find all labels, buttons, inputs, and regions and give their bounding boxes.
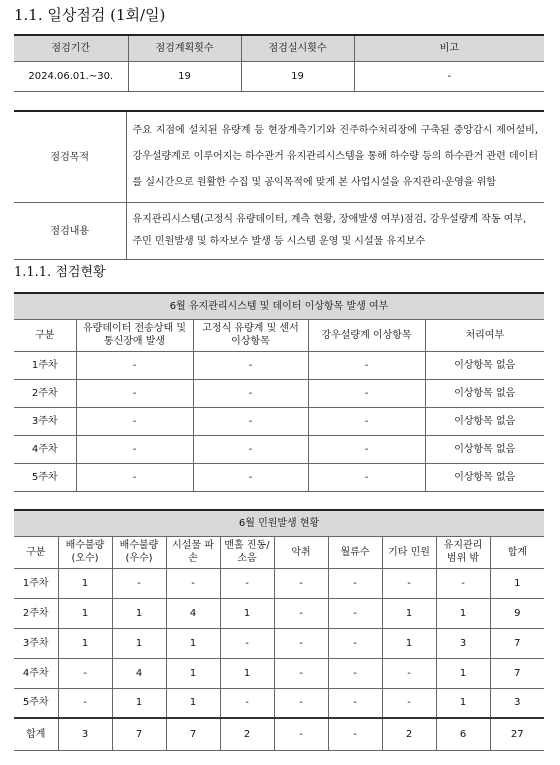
total-cell: 7 bbox=[490, 658, 544, 688]
table-row bbox=[14, 658, 544, 688]
purpose-table bbox=[14, 110, 544, 260]
purpose-text: 주요 지점에 설치된 유량계 등 현장계측기기와 진주하수처리장에 구축된 중앙감시 제어설비, 강우설량계로 이루어지는 하수관거 유지관리시스템을 통해 하수량 등의 하수관거 관련 데이터를 실시간으로 원활한 수집 및 공익목적에 맞게 본 사업시설을 유지관리·운영을 위함 bbox=[126, 111, 544, 203]
table-cell: - bbox=[76, 407, 193, 435]
table-cell: - bbox=[112, 568, 166, 598]
status-cell: 이상항목 없음 bbox=[425, 435, 544, 463]
anomaly-table-title: 6월 유지관리시스템 및 데이터 이상항목 발생 여부 bbox=[14, 293, 544, 319]
table-row bbox=[14, 435, 544, 463]
table-cell: 7 bbox=[112, 718, 166, 750]
complaints-header-other: 기타 민원 bbox=[382, 536, 436, 568]
header-remarks: 비고 bbox=[354, 35, 544, 61]
table-cell: 1 bbox=[382, 598, 436, 628]
table-cell: - bbox=[58, 688, 112, 718]
table-cell: 6 bbox=[436, 718, 490, 750]
content-text: 유지관리시스템(고정식 유량데이터, 계측 현황, 장애발생 여부)점검, 강우설량계 작동 여부, 주민 민원발생 및 하자보수 발생 등 시스템 운영 및 시설물 유지보수 bbox=[126, 203, 544, 260]
complaints-table bbox=[14, 509, 544, 751]
table-row bbox=[14, 688, 544, 718]
week-cell: 5주차 bbox=[14, 463, 76, 491]
table-cell: - bbox=[220, 628, 274, 658]
status-cell: 이상항목 없음 bbox=[425, 407, 544, 435]
status-cell: 이상항목 없음 bbox=[425, 379, 544, 407]
table-cell: - bbox=[308, 351, 425, 379]
week-cell: 5주차 bbox=[14, 688, 58, 718]
table-cell: - bbox=[166, 568, 220, 598]
table-cell: 2 bbox=[382, 718, 436, 750]
complaints-header-total: 합계 bbox=[490, 536, 544, 568]
table-cell: 1 bbox=[166, 628, 220, 658]
complaints-header-manhole: 맨홀 진동/소음 bbox=[220, 536, 274, 568]
anomaly-header-raingauge: 강우설량계 이상항목 bbox=[308, 319, 425, 351]
table-cell: - bbox=[274, 598, 328, 628]
table-cell: - bbox=[328, 718, 382, 750]
table-cell: - bbox=[308, 435, 425, 463]
table-cell: - bbox=[328, 658, 382, 688]
week-cell: 4주차 bbox=[14, 435, 76, 463]
table-row bbox=[14, 379, 544, 407]
table-cell: 4 bbox=[166, 598, 220, 628]
table-cell: 1 bbox=[220, 658, 274, 688]
table-row bbox=[14, 598, 544, 628]
table-row bbox=[14, 628, 544, 658]
table-cell: - bbox=[76, 379, 193, 407]
content-label: 점검내용 bbox=[14, 203, 126, 260]
table-cell: - bbox=[76, 351, 193, 379]
table-row bbox=[14, 568, 544, 598]
complaints-header-drain-rain: 배수불량 (우수) bbox=[112, 536, 166, 568]
week-cell: 2주차 bbox=[14, 379, 76, 407]
subsection-heading: 1.1.1. 점검현황 bbox=[14, 265, 106, 280]
purpose-label: 점검목적 bbox=[14, 111, 126, 203]
table-cell: - bbox=[328, 598, 382, 628]
table-cell: - bbox=[193, 379, 308, 407]
table-row bbox=[14, 407, 544, 435]
complaints-header-odor: 악취 bbox=[274, 536, 328, 568]
table-cell: 1 bbox=[436, 688, 490, 718]
table-cell: 1 bbox=[112, 688, 166, 718]
table-cell: 7 bbox=[166, 718, 220, 750]
complaints-table-title: 6월 민원발생 현황 bbox=[14, 510, 544, 536]
remarks-value: - bbox=[354, 61, 544, 91]
table-cell: - bbox=[436, 568, 490, 598]
table-cell: - bbox=[193, 435, 308, 463]
anomaly-header-transmission: 유량데이터 전송상태 및 통신장애 발생 bbox=[76, 319, 193, 351]
table-cell: - bbox=[220, 688, 274, 718]
table-cell: - bbox=[193, 463, 308, 491]
table-cell: 1 bbox=[58, 568, 112, 598]
table-cell: - bbox=[76, 435, 193, 463]
week-cell: 2주차 bbox=[14, 598, 58, 628]
week-cell: 3주차 bbox=[14, 628, 58, 658]
table-cell: - bbox=[328, 568, 382, 598]
anomaly-header-week: 구분 bbox=[14, 319, 76, 351]
table-cell: - bbox=[193, 351, 308, 379]
planned-count-value: 19 bbox=[128, 61, 241, 91]
status-cell: 이상항목 없음 bbox=[425, 463, 544, 491]
complaints-header-out-of-scope: 유지관리 범위 밖 bbox=[436, 536, 490, 568]
table-cell: - bbox=[382, 688, 436, 718]
table-cell: - bbox=[274, 628, 328, 658]
table-cell: 1 bbox=[166, 688, 220, 718]
total-cell: 3 bbox=[490, 688, 544, 718]
table-cell: - bbox=[328, 688, 382, 718]
total-label-cell: 합계 bbox=[14, 718, 58, 750]
table-cell: 1 bbox=[58, 598, 112, 628]
table-cell: - bbox=[382, 568, 436, 598]
header-period: 점검기간 bbox=[14, 35, 128, 61]
table-row bbox=[14, 351, 544, 379]
table-cell: 1 bbox=[436, 658, 490, 688]
inspection-summary-table bbox=[14, 34, 544, 92]
complaints-header-week: 구분 bbox=[14, 536, 58, 568]
table-cell: 3 bbox=[436, 628, 490, 658]
table-cell: - bbox=[274, 718, 328, 750]
table-cell: 1 bbox=[166, 658, 220, 688]
table-cell: - bbox=[308, 407, 425, 435]
total-cell: 1 bbox=[490, 568, 544, 598]
week-cell: 1주차 bbox=[14, 568, 58, 598]
table-cell: - bbox=[76, 463, 193, 491]
complaints-header-overflow: 월류수 bbox=[328, 536, 382, 568]
anomaly-header-flowmeter: 고정식 유량계 및 센서 이상항목 bbox=[193, 319, 308, 351]
table-cell: 1 bbox=[436, 598, 490, 628]
week-cell: 1주차 bbox=[14, 351, 76, 379]
complaints-header-damage: 시설물 파손 bbox=[166, 536, 220, 568]
week-cell: 3주차 bbox=[14, 407, 76, 435]
table-cell: - bbox=[274, 568, 328, 598]
week-cell: 4주차 bbox=[14, 658, 58, 688]
status-cell: 이상항목 없음 bbox=[425, 351, 544, 379]
table-cell: 1 bbox=[58, 628, 112, 658]
table-cell: 2 bbox=[220, 718, 274, 750]
table-cell: - bbox=[58, 658, 112, 688]
table-cell: 1 bbox=[220, 598, 274, 628]
table-cell: - bbox=[274, 688, 328, 718]
total-cell: 27 bbox=[490, 718, 544, 750]
table-cell: - bbox=[308, 379, 425, 407]
total-cell: 7 bbox=[490, 628, 544, 658]
table-cell: - bbox=[328, 628, 382, 658]
table-total-row bbox=[14, 718, 544, 750]
table-row bbox=[14, 463, 544, 491]
actual-count-value: 19 bbox=[241, 61, 354, 91]
table-cell: 1 bbox=[112, 598, 166, 628]
total-cell: 9 bbox=[490, 598, 544, 628]
section-heading: 1.1. 일상점검 (1회/일) bbox=[14, 6, 166, 24]
header-planned-count: 점검계획횟수 bbox=[128, 35, 241, 61]
table-cell: - bbox=[382, 658, 436, 688]
table-cell: 4 bbox=[112, 658, 166, 688]
table-cell: 3 bbox=[58, 718, 112, 750]
table-cell: - bbox=[274, 658, 328, 688]
table-cell: - bbox=[220, 568, 274, 598]
header-actual-count: 점검실시횟수 bbox=[241, 35, 354, 61]
table-cell: 1 bbox=[112, 628, 166, 658]
table-cell: - bbox=[308, 463, 425, 491]
table-cell: - bbox=[193, 407, 308, 435]
complaints-header-drain-sewage: 배수불량 (오수) bbox=[58, 536, 112, 568]
period-value: 2024.06.01.~30. bbox=[14, 61, 128, 91]
table-cell: 1 bbox=[382, 628, 436, 658]
anomaly-table bbox=[14, 292, 544, 492]
anomaly-header-status: 처리여부 bbox=[425, 319, 544, 351]
